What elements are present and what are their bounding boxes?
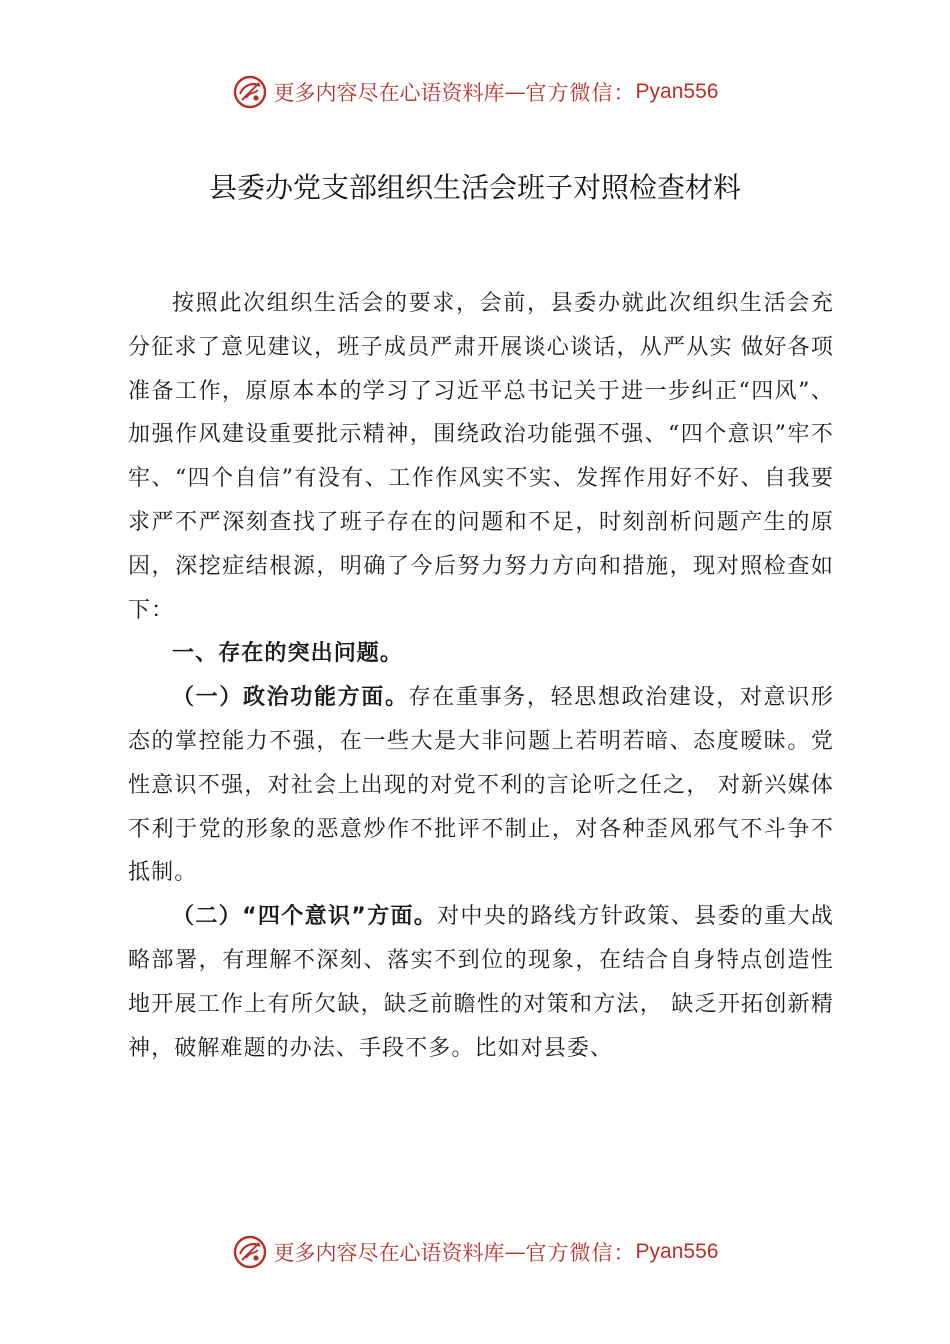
watermark-banner-bottom [0,1232,950,1272]
watermark-wechat-label: 官方微信： [525,81,636,105]
item-lead: （一）政治功能方面。 [172,685,409,711]
item-paragraph-political [128,676,834,895]
section-heading: 一、存在的突出问题。 [172,641,404,667]
document-title: 县委办党支部组织生活会班子对照检查材料 [208,171,741,204]
watermark-dash: — [504,1240,526,1264]
intro-paragraph: 按照此次组织生活会的要求，会前，县委办就此次组织生活会充分征求了意见建议，班子成员严肃开展谈心谈话，从严从实 做好各项准备工作，原原本本的学习了习近平总书记关于进一步纠正“四风”、加强作风建设重要批示精神，围绕政治功能强不强、“四个意识”牢不牢、“四个自信”有没有、工作作风实不实、发挥作用好不好、自我要求严不严深刻查找了班子存在的问题和不足，时刻剖析问题产生的原因，深挖症结根源，明确了今后努力努力方向和措施，现对照检查如下： [128,291,834,623]
item-body: 存在重事务，轻思想政治建设，对意识形态的掌控能力不强，在一些大是大非问题上若明若暗、态度暧昧。党性意识不强，对社会上出现的对党不利的言论听之任之， 对新兴媒体不利于党的形象的恶意炒作不批评不制止，对各种歪风邪气不斗争不抵制。 [128,685,834,886]
watermark-text: 更多内容尽在心语资料库 [273,81,505,105]
watermark-banner-top [0,72,950,112]
watermark-dash: — [504,80,526,104]
seal-logo-icon [232,74,268,110]
item-paragraph-awareness [128,895,834,1070]
watermark-wechat-id: Pyan556 [635,1240,719,1263]
watermark-text: 更多内容尽在心语资料库 [273,1241,505,1265]
watermark-wechat-id: Pyan556 [635,80,719,103]
watermark-wechat-label: 官方微信： [525,1241,636,1265]
item-body: 对中央的路线方针政策、县委的重大战略部署，有理解不深刻、落实不到位的现象，在结合自身特点创造性地开展工作上有所欠缺，缺乏前瞻性的对策和方法， 缺乏开拓创新精神，破解难题的办法、手段不多。比如对县委、 [128,904,835,1061]
item-lead: （二）“四个意识”方面。 [172,904,438,930]
seal-logo-icon [232,1234,268,1270]
document-body [128,282,834,1070]
